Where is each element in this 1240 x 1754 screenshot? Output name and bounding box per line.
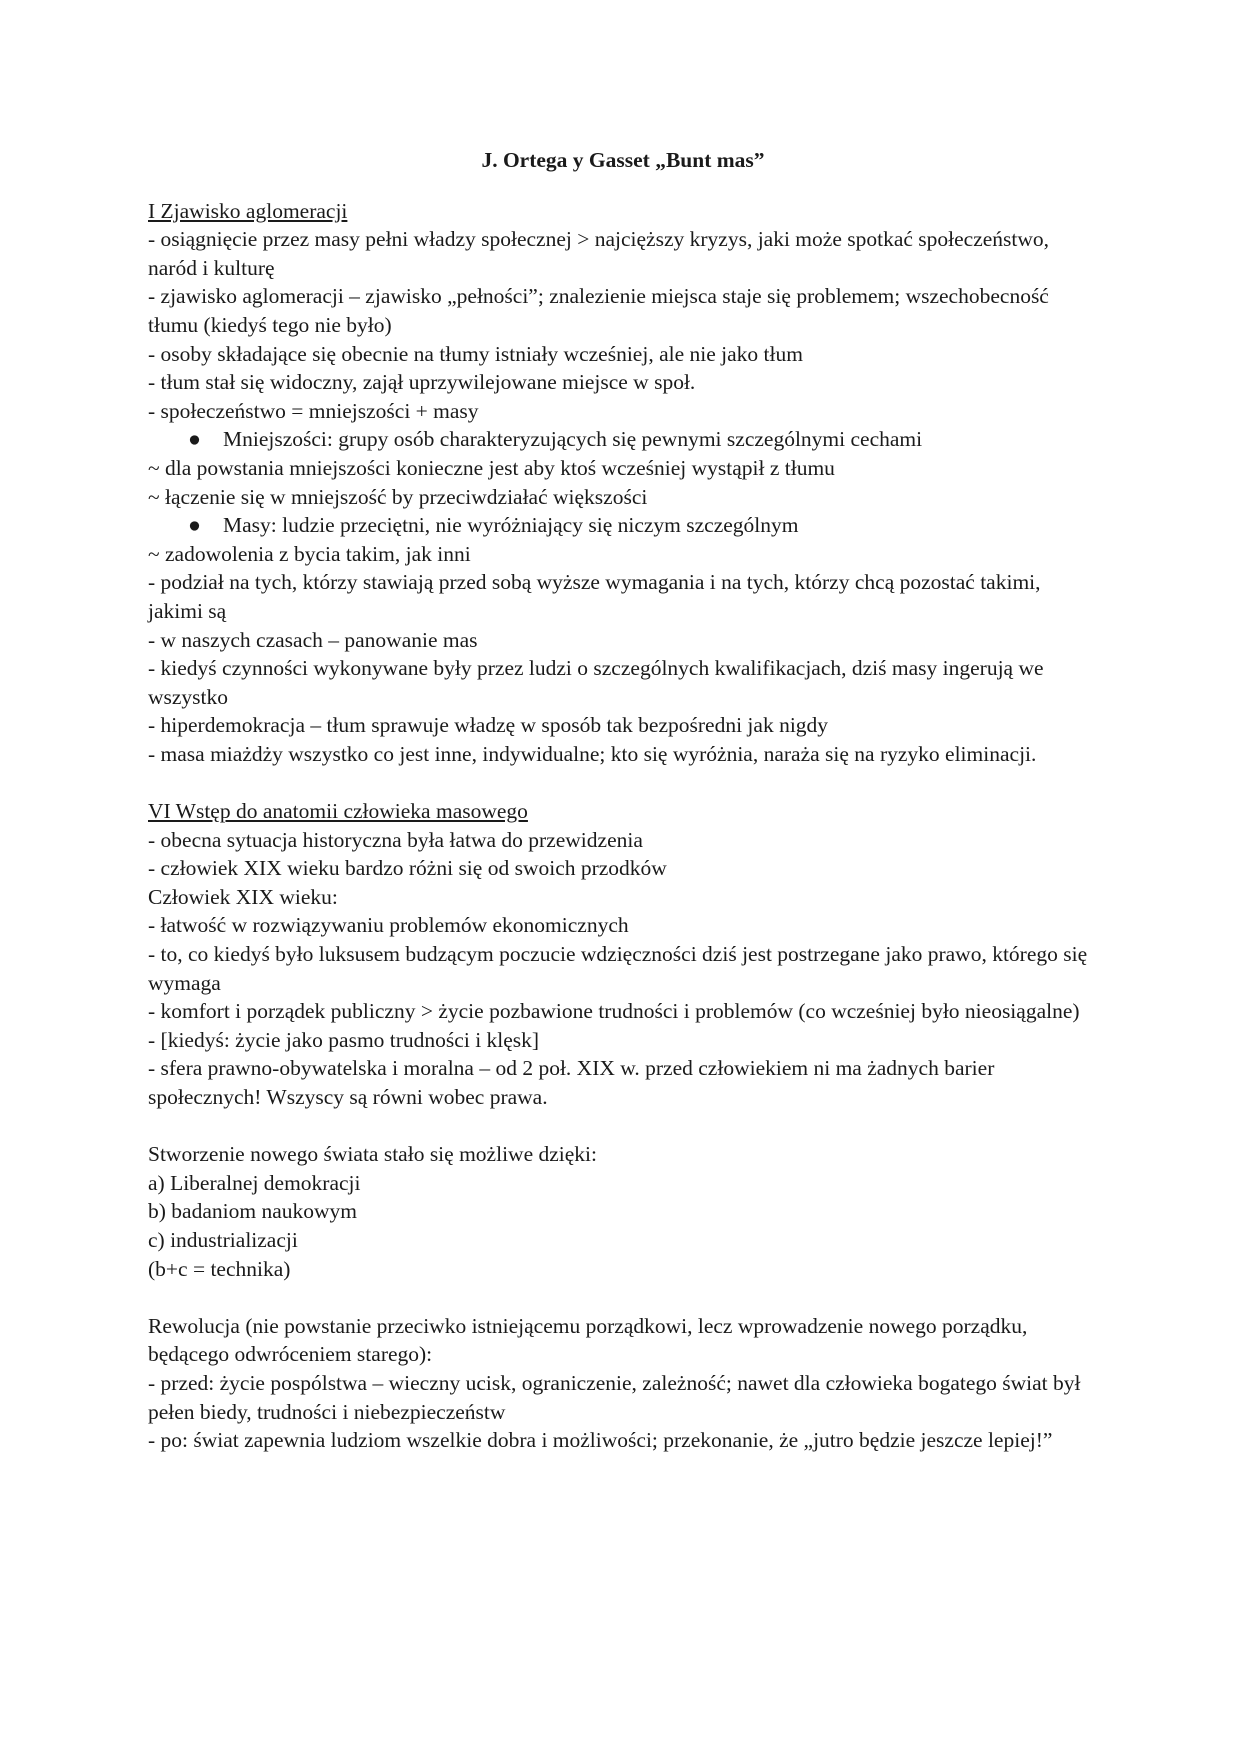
blank-line [148,768,1098,797]
text-line: - tłum stał się widoczny, zajął uprzywilejowane miejsce w społ. [148,370,696,395]
text-line: - obecna sytuacja historyczna była łatwa do przewidzenia [148,827,643,852]
document-title: J. Ortega y Gasset „Bunt mas” [481,148,765,172]
text-line: - zjawisko aglomeracji – zjawisko „pełności”; znalezienie miejsca staje się problemem; wszechobecność tłumu (kiedyś tego nie było) [148,284,1049,337]
text-line: - komfort i porządek publiczny > życie pozbawione trudności i problemów (co wcześniej było nieosiągalne) [148,999,1080,1024]
text-line: - kiedyś czynności wykonywane były przez ludzi o szczególnych kwalifikacjach, dziś masy ingerują we wszystko [148,656,1044,709]
text-line: - przed: życie pospólstwa – wieczny ucisk, ograniczenie, zależność; nawet dla człowieka bogatego świat był pełen biedy, trudności i niebezpieczeństw [148,1370,1081,1424]
bullet-icon: ● [188,513,201,538]
bullet-text: Mniejszości: grupy osób charakteryzujących się pewnymi szczególnymi cechami [223,427,923,452]
text-line: - sfera prawno-obywatelska i moralna – od 2 poł. XIX w. przed człowiekiem ni ma żadnych barier społecznych! Wszyscy są równi wobec prawa. [148,1056,995,1109]
text-line: Rewolucja (nie powstanie przeciwko istniejącemu porządkowi, lecz wprowadzenie nowego porządku, będącego odwróceniem starego): [148,1313,1028,1367]
text-line: - hiperdemokracja – tłum sprawuje władzę w sposób tak bezpośredni jak nigdy [148,713,829,738]
text-line: Człowiek XIX wieku: [148,884,338,909]
text-line: - podział na tych, którzy stawiają przed sobą wyższe wymagania i na tych, którzy chcą pozostać takimi, jakimi są [148,570,1041,623]
document-page [148,146,1098,1455]
bullet-item [148,511,1098,540]
section-nowy-swiat [148,1140,1098,1283]
text-line: - społeczeństwo = mniejszości + masy [148,398,479,423]
blank-line [148,1283,1098,1312]
text-line: - po: świat zapewnia ludziom wszelkie dobra i możliwości; przekonanie, że „jutro będzie jeszcze lepiej!” [148,1428,1053,1453]
list-item: c) industrializacji [148,1227,298,1252]
bullet-text: Masy: ludzie przeciętni, nie wyróżniający się niczym szczególnym [223,513,799,538]
text-line: - łatwość w rozwiązywaniu problemów ekonomicznych [148,913,629,938]
text-line: - człowiek XIX wieku bardzo różni się od swoich przodków [148,856,667,881]
section-aglomeracja [148,197,1098,769]
section-heading: VI Wstęp do anatomii człowieka masowego [148,799,528,824]
text-line: ~ łączenie się w mniejszość by przeciwdziałać większości [148,484,648,509]
section-heading: I Zjawisko aglomeracji [148,198,348,223]
section-rewolucja [148,1312,1098,1455]
text-line: - masa miażdży wszystko co jest inne, indywidualne; kto się wyróżnia, naraża się na ryzyko eliminacji. [148,741,1037,766]
list-item: a) Liberalnej demokracji [148,1170,361,1195]
text-line: - [kiedyś: życie jako pasmo trudności i klęsk] [148,1027,540,1052]
text-line: (b+c = technika) [148,1256,291,1281]
section-anatomia [148,797,1098,1112]
text-line: - osiągnięcie przez masy pełni władzy społecznej > najcięższy kryzys, jaki może spotkać społeczeństwo, naród i kulturę [148,227,1050,280]
blank-line [148,1112,1098,1141]
list-item: b) badaniom naukowym [148,1199,357,1224]
text-line: - to, co kiedyś było luksusem budzącym poczucie wdzięczności dziś jest postrzegane jako prawo, którego się wymaga [148,942,1088,995]
bullet-item [148,425,1098,454]
text-line: ~ zadowolenia z bycia takim, jak inni [148,541,471,566]
text-line: - osoby składające się obecnie na tłumy istniały wcześniej, ale nie jako tłum [148,341,803,366]
text-line: - w naszych czasach – panowanie mas [148,627,478,652]
text-line: ~ dla powstania mniejszości konieczne jest aby ktoś wcześniej wystąpił z tłumu [148,455,835,480]
text-line: Stworzenie nowego świata stało się możliwe dzięki: [148,1142,597,1167]
bullet-icon: ● [188,427,201,452]
